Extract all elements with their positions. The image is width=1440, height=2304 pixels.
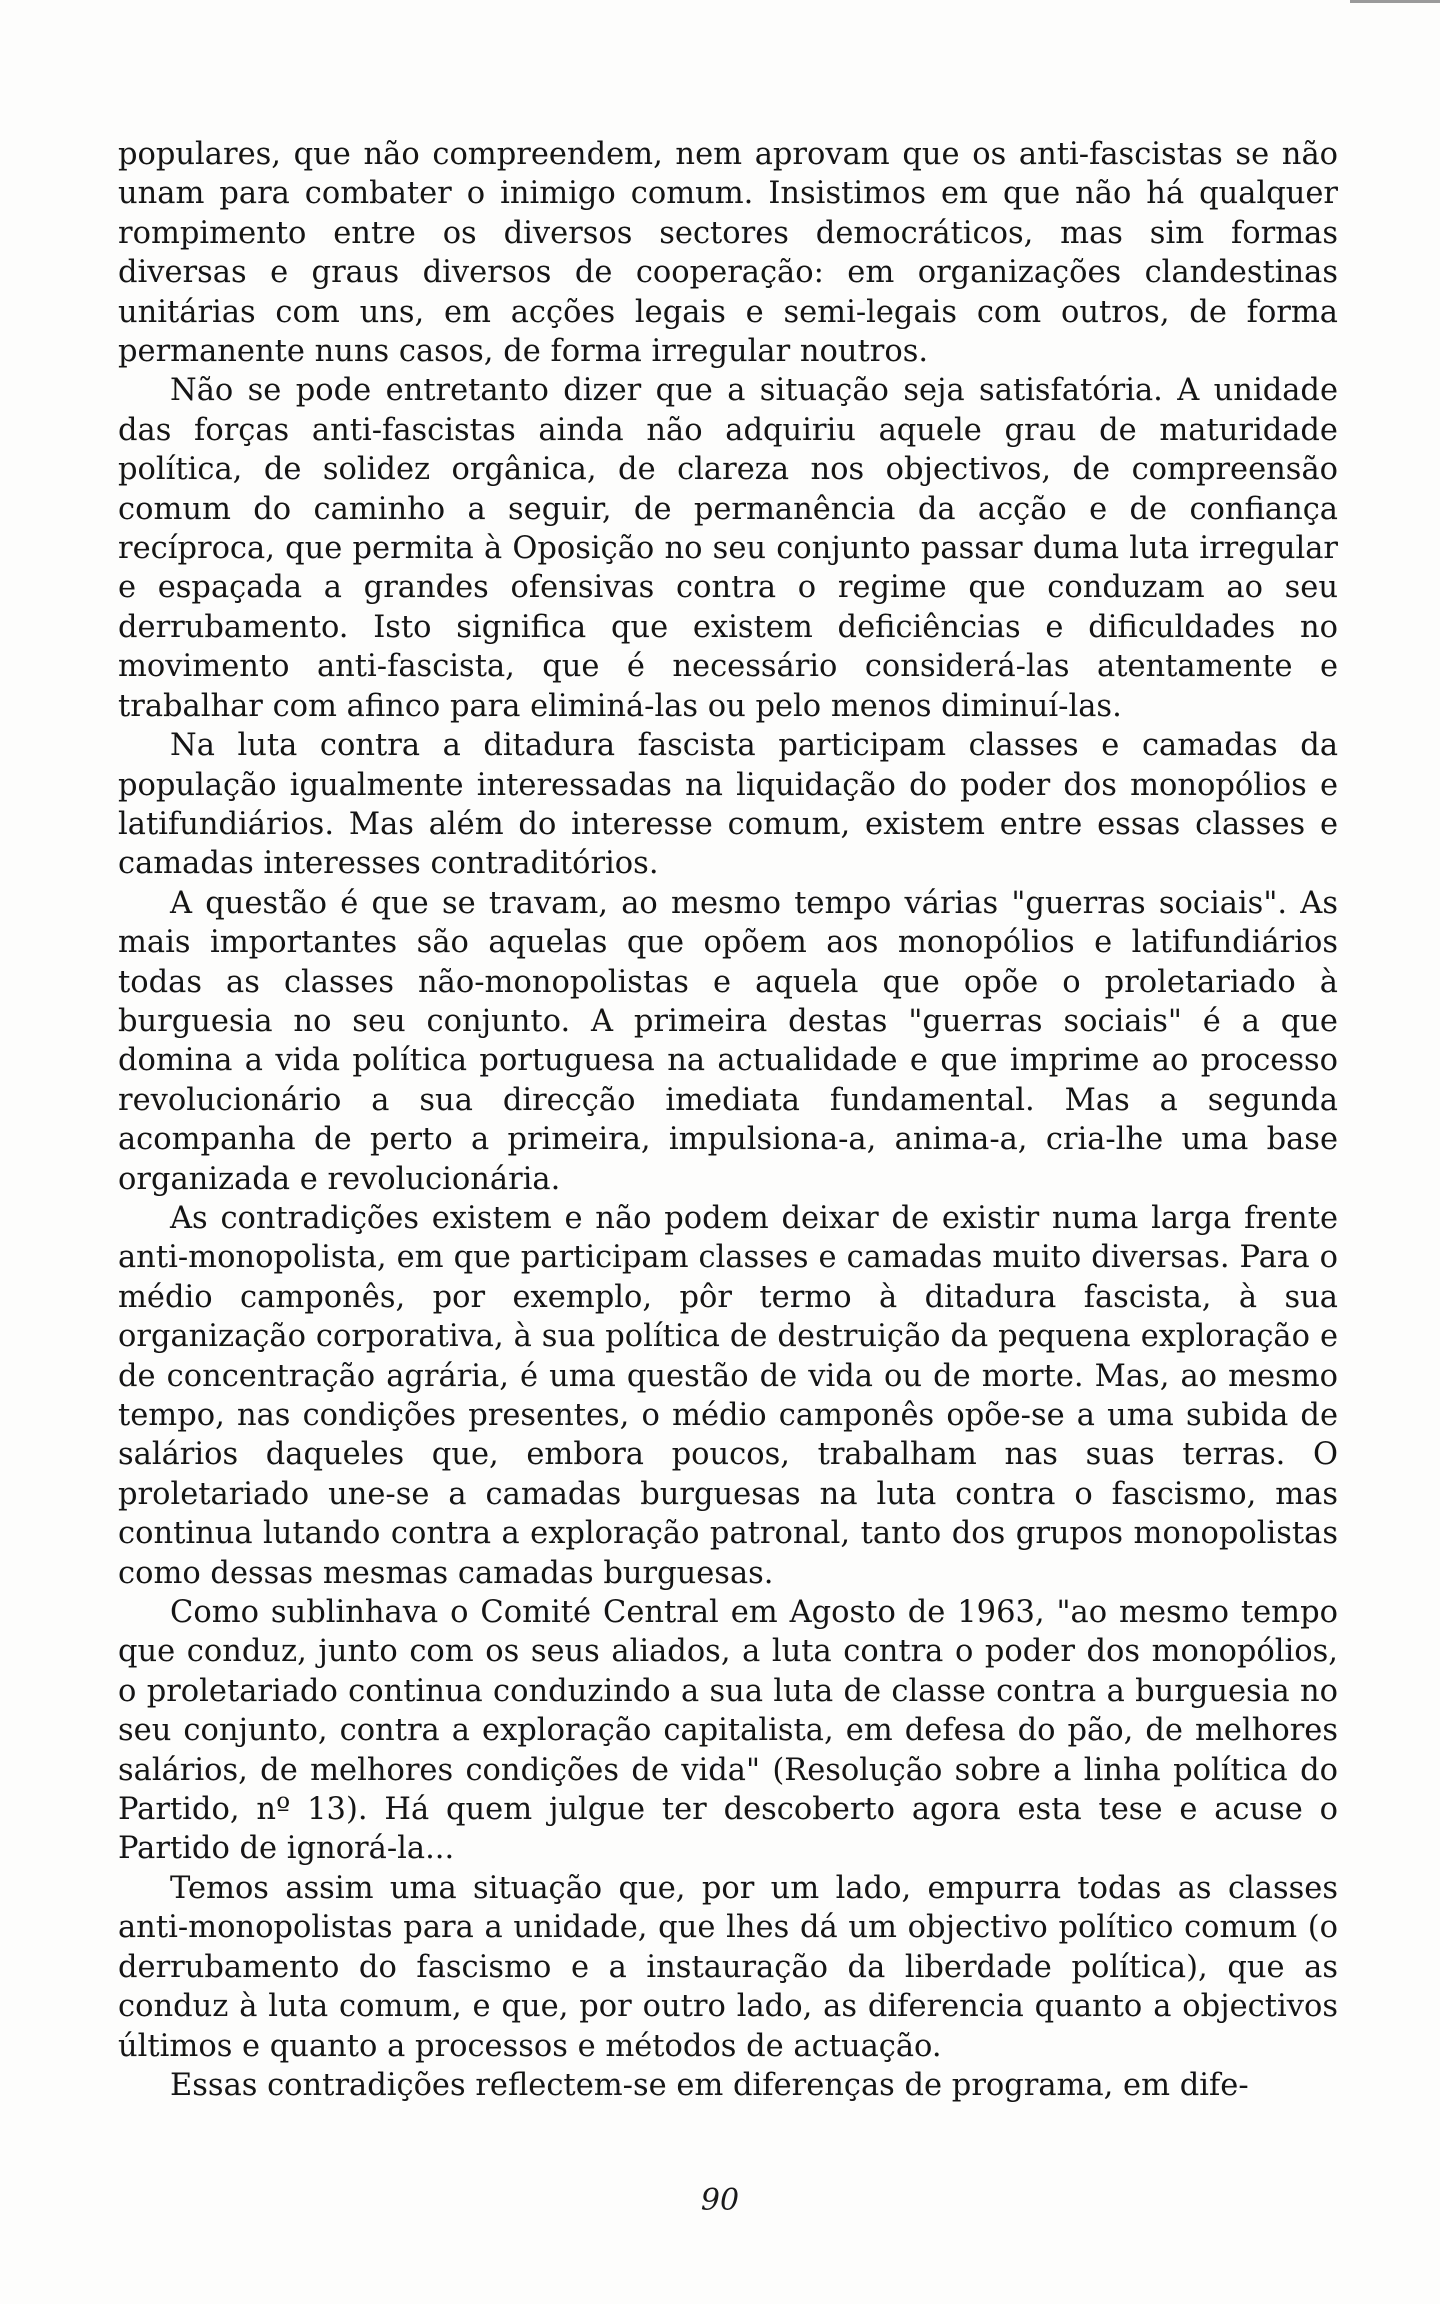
paragraph-4: A questão é que se travam, ao mesmo tempo várias "guerras sociais". As mais importantes são aquelas que opõem aos monopólios e latifundiários todas as classes não-monopolistas e aquela que opõe o proletariado à burguesia no seu conjunto. A primeira destas "guerras sociais" é a que domina a vida política portuguesa na actualidade e que imprime ao processo revolucionário a sua direcção imediata fundamental. Mas a segunda acompanha de perto a primeira, impulsiona-a, anima-a, cria-lhe uma base organizada e revolucionária. (118, 885, 1338, 1197)
paragraph-7: Temos assim uma situação que, por um lado, empurra todas as classes anti-monopolistas para a unidade, que lhes dá um objectivo político comum (o derrubamento do fascismo e a instauração da liberdade política), que as conduz à luta comum, e que, por outro lado, as diferencia quanto a objectivos últimos e quanto a processos e métodos de actuação. (118, 1870, 1338, 2064)
page-number: 90 (700, 2183, 740, 2218)
top-edge-rule (1350, 0, 1440, 3)
paragraph-8: Essas contradições reflectem-se em diferenças de programa, em dife- (170, 2067, 1249, 2103)
paragraph-2: Não se pode entretanto dizer que a situação seja satisfatória. A unidade das forças anti-fascistas ainda não adquiriu aquele grau de maturidade política, de solidez orgânica, de clareza nos objectivos, de compreensão comum do caminho a seguir, de permanência da acção e de confiança recíproca, que permita à Oposição no seu conjunto passar duma luta irregular e espaçada a grandes ofensivas contra o regime que conduzam ao seu derrubamento. Isto significa que existem deficiências e dificuldades no movimento anti-fascista, que é necessário considerá-las atentamente e trabalhar com afinco para eliminá-las ou pelo menos diminuí-las. (118, 373, 1338, 724)
paragraph-5: As contradições existem e não podem deixar de existir numa larga frente anti-monopolista, em que participam classes e camadas muito diversas. Para o médio camponês, por exemplo, pôr termo à ditadura fascista, à sua organização corporativa, à sua política de destruição da pequena exploração e de concentração agrária, é uma questão de vida ou de morte. Mas, ao mesmo tempo, nas condições presentes, o médio camponês opõe-se a uma subida de salários daqueles que, embora poucos, trabalham nas suas terras. O proletariado une-se a camadas burguesas na luta contra o fascismo, mas continua lutando contra a exploração patronal, tanto dos grupos monopolistas como dessas mesmas camadas burguesas. (118, 1200, 1338, 1591)
paragraph-6: Como sublinhava o Comité Central em Agosto de 1963, "ao mesmo tempo que conduz, junto com os seus aliados, a luta contra o poder dos monopólios, o proletariado continua conduzindo a sua luta de classe contra a burguesia no seu conjunto, contra a exploração capitalista, em defesa do pão, de melhores salários, de melhores condições de vida" (Resolução sobre a linha política do Partido, nº 13). Há quem julgue ter descoberto agora esta tese e acuse o Partido de ignorá-la... (118, 1595, 1338, 1867)
paragraph-3: Na luta contra a ditadura fascista participam classes e camadas da população igualmente interessadas na liquidação do poder dos monopólios e latifundiários. Mas além do interesse comum, existem entre essas classes e camadas interesses contraditórios. (118, 728, 1338, 882)
body-text (118, 135, 1338, 2105)
paragraph-1: populares, que não compreendem, nem aprovam que os anti-fascistas se não unam para combater o inimigo comum. Insistimos em que não há qualquer rompimento entre os diversos sectores democráticos, mas sim formas diversas e graus diversos de cooperação: em organizações clandestinas unitárias com uns, em acções legais e semi-legais com outros, de forma permanente nuns casos, de forma irregular noutros. (118, 137, 1338, 370)
